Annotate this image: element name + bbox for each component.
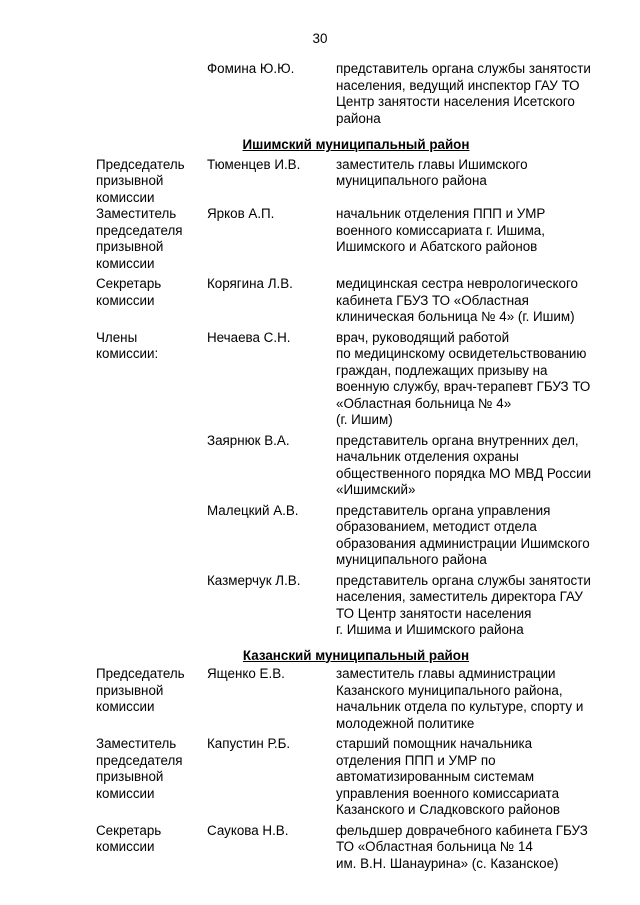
- page-number: 30: [312, 31, 328, 46]
- member-role: Члены комиссии:: [96, 329, 159, 361]
- member-row: [96, 157, 616, 207]
- member-row: [96, 736, 616, 819]
- member-description: фельдшер доврачебного кабинета ГБУЗ ТО «Областная больница № 14 им. В.Н. Шанаурина» (с. Казанское): [336, 822, 588, 871]
- member-name: Капустин Р.Б.: [207, 736, 291, 751]
- member-row: [96, 276, 616, 326]
- member-row: [96, 573, 616, 639]
- member-description: заместитель главы администрации Казанского муниципального района, начальник отдела по культуре, спорту и молодежной политике: [336, 666, 584, 731]
- section-heading-kazan: Казанский муниципальный район: [242, 647, 470, 663]
- member-description: старший помощник начальника отделения ППП и УМР по автоматизированным системам управления военного комиссариата Казанского и Сладковского районов: [336, 736, 561, 817]
- member-description: представитель органа службы занятости населения, ведущий инспектор ГАУ ТО Центр занятости населения Исетского района: [336, 61, 591, 126]
- member-description: врач, руководящий работой по медицинскому освидетельствованию граждан, подлежащих призыву на военную службу, врач-терапевт ГБУЗ ТО «Областная больница № 4» (г. Ишим): [336, 329, 591, 427]
- member-row: [96, 433, 616, 499]
- member-name: Заярнюк В.А.: [207, 432, 290, 448]
- section-heading-ishim: Ишимский муниципальный район: [242, 137, 470, 152]
- member-description: начальник отделения ППП и УМР военного комиссариата г. Ишима, Ишимского и Абатского районов: [336, 206, 546, 254]
- member-description: представитель органа управления образованием, методист отдела образования администрации Ишимского муниципального района: [336, 502, 590, 567]
- member-name: Фомина Ю.Ю.: [207, 61, 295, 76]
- member-row: [96, 61, 616, 127]
- member-name: Ярков А.П.: [207, 206, 275, 221]
- member-name: Тюменцев И.В.: [207, 156, 301, 172]
- member-row: [96, 206, 616, 272]
- member-description: заместитель главы Ишимского муниципального района: [336, 156, 528, 188]
- member-name: Малецкий А.В.: [207, 502, 299, 518]
- member-name: Ященко Е.В.: [207, 666, 285, 681]
- member-name: Нечаева С.Н.: [207, 329, 291, 345]
- member-name: Саукова Н.В.: [207, 822, 289, 838]
- member-description: представитель органа внутренних дел, начальник отделения охраны общественного порядка МО МВД России «Ишимский»: [336, 432, 592, 497]
- member-name: Корягина Л.В.: [207, 276, 293, 291]
- member-description: медицинская сестра неврологического кабинета ГБУЗ ТО «Областная клиническая больница № 4» (г. Ишим): [336, 276, 578, 324]
- commission-list: [96, 61, 616, 872]
- member-row: [96, 503, 616, 569]
- member-row: [96, 823, 616, 873]
- member-row: [96, 666, 616, 732]
- member-description: представитель органа службы занятости населения, заместитель директора ГАУ ТО Центр занятости населения г. Ишима и Ишимского района: [336, 572, 591, 637]
- member-row: [96, 330, 616, 429]
- member-role: Председатель призывной комиссии: [96, 666, 185, 714]
- member-role: Председатель призывной комиссии: [96, 156, 185, 205]
- member-role: Секретарь комиссии: [96, 822, 162, 854]
- member-role: Заместитель председателя призывной комиссии: [96, 206, 183, 271]
- member-role: Заместитель председателя призывной комиссии: [96, 736, 183, 801]
- member-role: Секретарь комиссии: [96, 276, 162, 308]
- member-name: Казмерчук Л.В.: [207, 572, 301, 588]
